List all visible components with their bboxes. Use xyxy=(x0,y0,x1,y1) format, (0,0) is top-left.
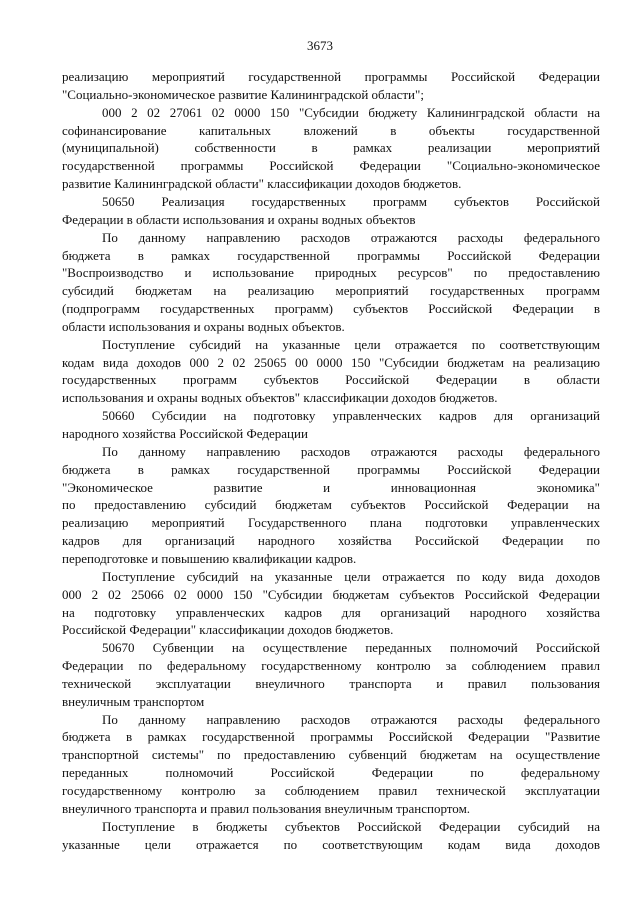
text-line: Федерации в области использования и охраны водных объектов xyxy=(62,211,416,227)
text-line: внеуличным транспортом xyxy=(62,693,205,709)
text-line: использования и охраны водных объектов" классификации доходов бюджетов. xyxy=(62,390,498,406)
text-line: 000 2 02 27061 02 0000 150 "Субсидии бюджету Калининградской области на xyxy=(102,104,600,120)
text-line: 50670 Субвенции на осуществление переданных полномочий Российской xyxy=(102,640,600,656)
text-line: субсидий бюджетам на реализацию мероприятий государственных программ xyxy=(62,283,600,299)
text-line: софинансирование капитальных вложений в объекты государственной xyxy=(62,122,600,138)
text-line: "Социально-экономическое развитие Калининградской области"; xyxy=(62,86,424,102)
text-line: бюджета в рамках государственной программы Российской Федерации xyxy=(62,247,600,263)
text-line: Поступление субсидий на указанные цели отражается по коду вида доходов xyxy=(102,568,600,584)
text-line: "Воспроизводство и использование природных ресурсов" по предоставлению xyxy=(62,265,600,281)
text-line: По данному направлению расходов отражаются расходы федерального xyxy=(102,229,600,245)
text-line: По данному направлению расходов отражаются расходы федерального xyxy=(102,443,600,459)
text-line: Федерации по федеральному государственному контролю за соблюдением правил xyxy=(62,658,600,674)
page-number: 3673 xyxy=(307,38,333,53)
text-line: государственной программы Российской Федерации "Социально-экономическое xyxy=(62,158,600,174)
text-line: переданных полномочий Российской Федерации по федеральному xyxy=(62,765,600,781)
text-line: По данному направлению расходов отражаются расходы федерального xyxy=(102,711,600,727)
text-line: реализацию мероприятий Государственного плана подготовки управленческих xyxy=(62,515,600,531)
text-line: Поступление субсидий на указанные цели отражается по соответствующим xyxy=(102,336,600,352)
text-line: бюджета в рамках государственной программы Российской Федерации "Развитие xyxy=(62,729,600,745)
text-line: реализацию мероприятий государственной программы Российской Федерации xyxy=(62,69,600,84)
text-line: 50650 Реализация государственных программ субъектов Российской xyxy=(102,193,600,209)
text-line: переподготовке и повышению квалификации кадров. xyxy=(62,550,357,566)
text-line: Российской Федерации" классификации доходов бюджетов. xyxy=(62,622,394,638)
text-line: кодам вида доходов 000 2 02 25065 00 0000 150 "Субсидии бюджетам на реализацию xyxy=(62,354,600,370)
text-line: Поступление в бюджеты субъектов Российской Федерации субсидий на xyxy=(102,818,600,834)
text-line: указанные цели отражается по соответствующим кодам вида доходов xyxy=(62,836,600,852)
text-line: государственных программ субъектов Российской Федерации в области xyxy=(62,372,600,388)
text-line: области использования и охраны водных объектов. xyxy=(62,318,345,334)
text-line: бюджета в рамках государственной программы Российской Федерации xyxy=(62,461,600,477)
text-line: внеуличного транспорта и правил пользования внеуличным транспортом. xyxy=(62,800,471,816)
text-line: по предоставлению субсидий бюджетам субъектов Российской Федерации на xyxy=(62,497,600,513)
text-line: кадров для организаций народного хозяйства Российской Федерации по xyxy=(62,533,600,549)
text-line: 50660 Субсидии на подготовку управленческих кадров для организаций xyxy=(102,408,600,424)
text-line: (подпрограмм государственных программ) субъектов Российской Федерации в xyxy=(62,301,600,317)
text-line: технической эксплуатации внеуличного транспорта и правил пользования xyxy=(62,675,600,691)
text-line: "Экономическое развитие и инновационная экономика" xyxy=(62,479,600,495)
text-line: государственному контролю за соблюдением правил технической эксплуатации xyxy=(62,783,600,798)
text-line: народного хозяйства Российской Федерации xyxy=(62,426,308,441)
text-line: развитие Калининградской области" классификации доходов бюджетов. xyxy=(62,176,462,192)
text-line: 000 2 02 25066 02 0000 150 "Субсидии бюджетам субъектов Российской Федерации xyxy=(62,586,600,602)
text-line: транспортной системы" по предоставлению субвенций бюджетам на осуществление xyxy=(62,747,600,763)
text-line: на подготовку управленческих кадров для организаций народного хозяйства xyxy=(62,604,600,620)
text-line: (муниципальной) собственности в рамках реализации мероприятий xyxy=(62,140,600,156)
